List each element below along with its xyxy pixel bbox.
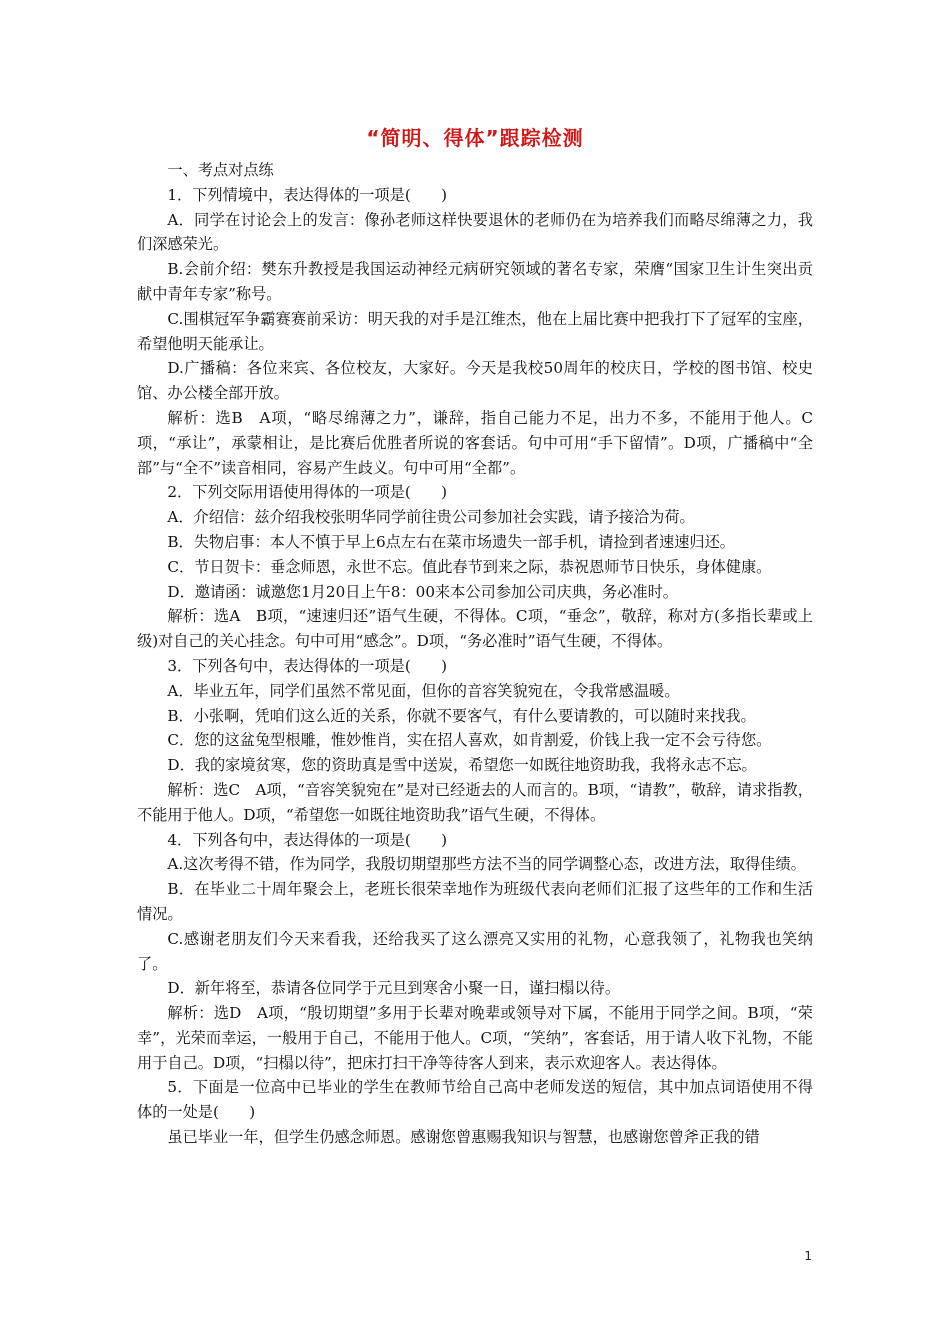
- paragraph: A．同学在讨论会上的发言：像孙老师这样快要退休的老师仍在为培养我们而略尽绵薄之力，我们深感荣光。: [137, 210, 813, 254]
- paragraph: 解析：选D A项，“殷切期望”多用于长辈对晚辈或领导对下属，不能用于同学之间。B项，“荣幸”，光荣而幸运，一般用于自己，不能用于他人。C项，“笑纳”，客套话，用于请人收下礼物，不能用于自己。D项，“扫榻以待”，把床打扫干净等待客人到来，表示欢迎客人。表达得体。: [137, 1004, 813, 1072]
- paragraph: B．失物启事：本人不慎于早上6点左右在菜市场遗失一部手机，请捡到者速速归还。: [167, 532, 735, 551]
- paragraph: 解析：选A B项，“速速归还”语气生硬，不得体。C项，“垂念”，敬辞，称对方(多指长辈或上级)对自己的关心挂念。句中可用“感念”。D项，“务必准时”语气生硬，不得体。: [137, 607, 813, 651]
- paragraph: 虽已毕业一年，但学生仍感念师恩。感谢您曾惠赐我知识与智慧，也感谢您曾斧正我的错: [167, 1128, 760, 1147]
- paragraph: B．小张啊，凭咱们这么近的关系，你就不要客气，有什么要请教的，可以随时来找我。: [167, 706, 756, 725]
- paragraph: 1．下列情境中，表达得体的一项是( ): [167, 185, 448, 204]
- section-heading: 一、考点对点练: [167, 161, 274, 179]
- paragraph: D．我的家境贫寒，您的资助真是雪中送炭，希望您一如既往地资助我，我将永志不忘。: [167, 756, 757, 775]
- paragraph: D．邀请函：诚邀您1月20日上午8：00来本公司参加公司庆典，务必准时。: [167, 582, 678, 601]
- paragraph: D．新年将至，恭请各位同学于元旦到寒舍小聚一日，谨扫榻以待。: [167, 979, 621, 998]
- paragraph: C．节日贺卡：垂念师恩，永世不忘。值此春节到来之际，恭祝恩师节日快乐，身体健康。: [167, 557, 772, 576]
- paragraph: 3．下列各句中，表达得体的一项是( ): [167, 656, 448, 675]
- paragraph: C.围棋冠军争霸赛赛前采访：明天我的对手是江维杰，他在上届比赛中把我打下了冠军的宝座，希望他明天能承让。: [137, 309, 813, 353]
- paragraph: B.会前介绍：樊东升教授是我国运动神经元病研究领域的著名专家，荣膺“国家卫生计生突出贡献中青年专家”称号。: [137, 260, 813, 303]
- document-body: [137, 158, 813, 1150]
- paragraph: D.广播稿：各位来宾、各位校友，大家好。今天是我校50周年的校庆日，学校的图书馆、校史馆、办公楼全部开放。: [137, 359, 813, 403]
- paragraph: A．介绍信：兹介绍我校张明华同学前往贵公司参加社会实践，请予接洽为荷。: [167, 508, 695, 527]
- paragraph: 解析：选C A项，“音容笑貌宛在”是对已经逝去的人而言的。B项，“请教”，敬辞，请求指教，不能用于他人。D项，“希望您一如既往地资助我”语气生硬，不得体。: [137, 780, 813, 824]
- paragraph: 4．下列各句中，表达得体的一项是( ): [167, 830, 448, 849]
- paragraph: B．在毕业二十周年聚会上，老班长很荣幸地作为班级代表向老师们汇报了这些年的工作和生活情况。: [137, 880, 813, 923]
- paragraph: A．毕业五年，同学们虽然不常见面，但你的音容笑貌宛在，令我常感温暖。: [167, 681, 680, 700]
- paragraph: C.感谢老朋友们今天来看我，还给我买了这么漂亮又实用的礼物，心意我领了，礼物我也笑纳了。: [137, 929, 813, 973]
- page-number: 1: [804, 1249, 812, 1263]
- paragraph: 解析：选B A项，“略尽绵薄之力”，谦辞，指自己能力不足，出力不多，不能用于他人。C项，“承让”，承蒙相让，是比赛后优胜者所说的客套话。句中可用“手下留情”。D项，广播稿中“全部”与“全不”读音相同，容易产生歧义。句中可用“全都”。: [137, 408, 813, 477]
- page-title: “简明、得体”跟踪检测: [366, 126, 584, 150]
- paragraph: 5．下面是一位高中已毕业的学生在教师节给自己高中老师发送的短信，其中加点词语使用不得体的一处是( ): [137, 1078, 813, 1122]
- paragraph: 2．下列交际用语使用得体的一项是( ): [167, 483, 448, 502]
- paragraph: C．您的这盆兔型根雕，惟妙惟肖，实在招人喜欢，如肯割爱，价钱上我一定不会亏待您。: [167, 731, 772, 750]
- paragraph: A.这次考得不错，作为同学，我殷切期望那些方法不当的同学调整心态，改进方法，取得佳绩。: [167, 855, 806, 874]
